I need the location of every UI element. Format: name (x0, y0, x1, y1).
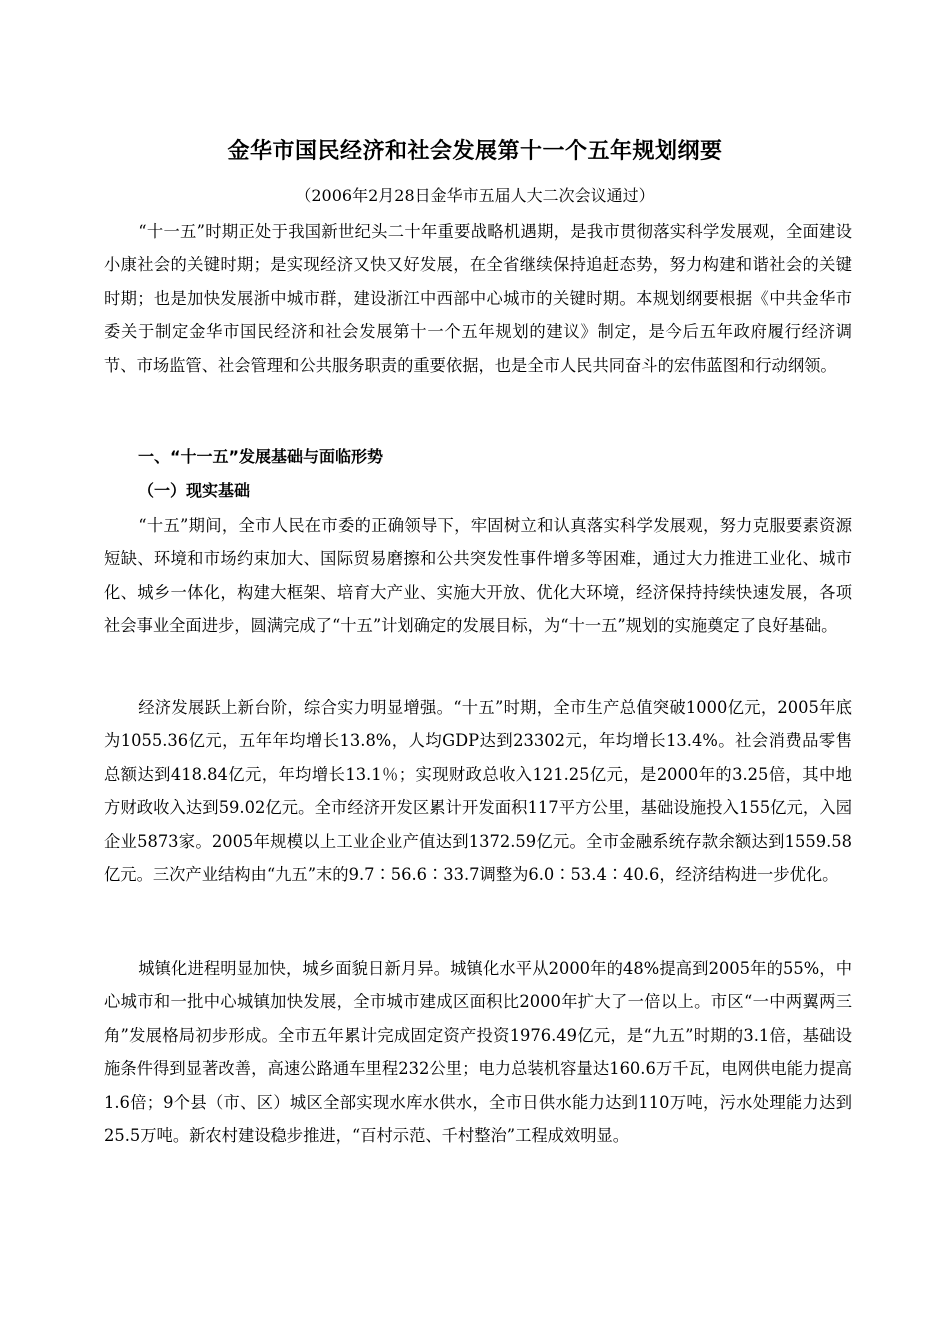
section-heading: 一、“十一五”发展基础与面临形势 (138, 447, 384, 466)
intro-paragraph: “十一五”时期正处于我国新世纪头二十年重要战略机遇期，是我市贯彻落实科学发展观，全面建设小康社会的关键时期；是实现经济又快又好发展，在全省继续保持追赶态势，努力构建和谐社会的关键时期；也是加快发展浙中城市群，建设浙江中西部中心城市的关键时期。本规划纲要根据《中共金华市委关于制定金华市国民经济和社会发展第十一个五年规划的建议》制定，是今后五年政府履行经济调节、市场监管、社会管理和公共服务职责的重要依据，也是全市人民共同奋斗的宏伟蓝图和行动纲领。 (104, 222, 852, 375)
subsection-heading: （一）现实基础 (138, 481, 251, 500)
paragraph-economy: 经济发展跃上新台阶，综合实力明显增强。“十五”时期，全市生产总值突破1000亿元，2005年底为1055.36亿元，五年年均增长13.8%，人均GDP达到23302元，年均增长13.4%。社会消费品零售总额达到418.84亿元，年均增长13.1％；实现财政总收入121.25亿元，是2000年的3.25倍，其中地方财政收入达到59.02亿元。全市经济开发区累计开发面积117平方公里，基础设施投入155亿元，入园企业5873家。2005年规模以上工业企业产值达到1372.59亿元。全市金融系统存款余额达到1559.58亿元。三次产业结构由“九五”末的9.7∶56.6∶33.7调整为6.0∶53.4∶40.6，经济结构进一步优化。 (104, 698, 852, 885)
paragraph-foundation: “十五”期间，全市人民在市委的正确领导下，牢固树立和认真落实科学发展观，努力克服要素资源短缺、环境和市场约束加大、国际贸易磨擦和公共突发性事件增多等困难，通过大力推进工业化、城市化、城乡一体化，构建大框架、培育大产业、实施大开放、优化大环境，经济保持持续快速发展，各项社会事业全面进步，圆满完成了“十五”计划确定的发展目标，为“十一五”规划的实施奠定了良好基础。 (104, 516, 852, 636)
document-subtitle: （2006年2月28日金华市五届人大二次会议通过） (295, 186, 655, 205)
document-title: 金华市国民经济和社会发展第十一个五年规划纲要 (227, 139, 723, 164)
paragraph-urbanization: 城镇化进程明显加快，城乡面貌日新月异。城镇化水平从2000年的48%提高到2005年的55%，中心城市和一批中心城镇加快发展，全市城市建成区面积比2000年扩大了一倍以上。市区“一中两翼两三角”发展格局初步形成。全市五年累计完成固定资产投资1976.49亿元，是“九五”时期的3.1倍，基础设施条件得到显著改善，高速公路通车里程232公里；电力总装机容量达160.6万千瓦，电网供电能力提高1.6倍；9个县（市、区）城区全部实现水库水供水，全市日供水能力达到110万吨，污水处理能力达到25.5万吨。新农村建设稳步推进，“百村示范、千村整治”工程成效明显。 (104, 959, 852, 1146)
